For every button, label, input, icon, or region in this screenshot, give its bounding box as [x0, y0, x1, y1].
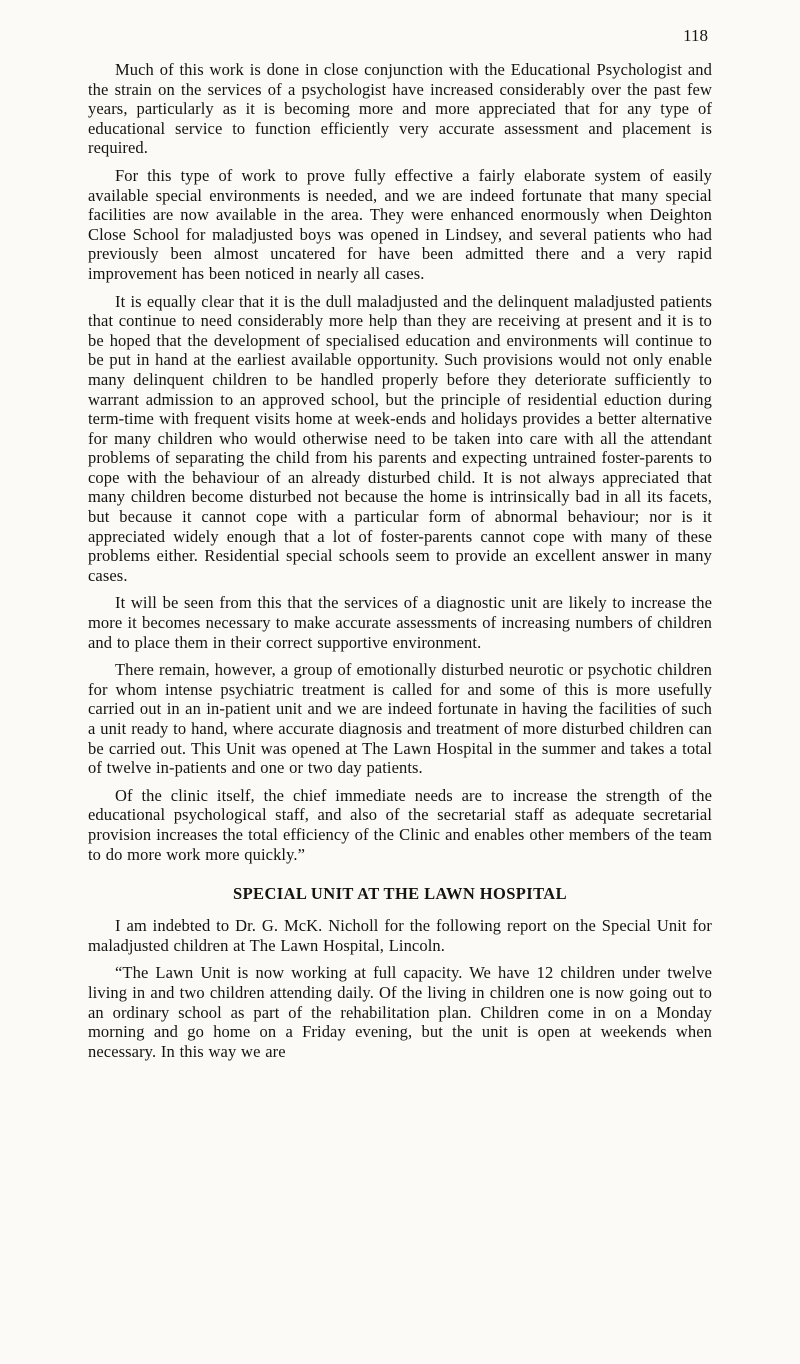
section-heading: SPECIAL UNIT AT THE LAWN HOSPITAL [233, 884, 567, 904]
paragraph: There remain, however, a group of emotionally disturbed neurotic or psychotic children for whom intense psychiatric treatment is called for and some of this is more usefully carried out in an in-patient unit and we are indeed fortunate in having the facilities of such a unit ready to hand, where accurate diagnosis and treatment of more disturbed children can be carried out. This Unit was opened at The Lawn Hospital in the summer and takes a total of twelve in-patients and one or two day patients. [88, 660, 712, 778]
paragraph: I am indebted to Dr. G. McK. Nicholl for the following report on the Special Unit for maladjusted children at The Lawn Hospital, Lincoln. [88, 916, 712, 955]
paragraph: It is equally clear that it is the dull maladjusted and the delinquent maladjusted patients that continue to need considerably more help than they are receiving at present and it is to be hoped that the development of specialised education and environments will continue to be put in hand at the earliest available opportunity. Such provisions would not only enable many delinquent children to be handled properly before they deteriorate sufficiently to warrant admission to an approved school, but the principle of residential eduction during term-time with frequent visits home at week-ends and holidays provides a better alternative for many children who would otherwise need to be taken into care with all the attendant problems of separating the child from his parents and expecting untrained foster-parents to cope with the behaviour of an already disturbed child. It is not always appreciated that many children become disturbed not because the home is intrinsically bad in all its facets, but because it cannot cope with a particular form of abnormal behaviour; nor is it appreciated widely enough that a lot of foster-parents cannot cope with many of these problems either. Residential special schools seem to provide an excellent answer in many cases. [88, 291, 712, 585]
paragraph: For this type of work to prove fully effective a fairly elaborate system of easily available special environments is needed, and we are indeed fortunate that many special facilities are now available in the area. They were enhanced enormously when Deighton Close School for maladjusted boys was opened in Lindsey, and several patients who had previously been almost uncatered for have been admitted there and a very rapid improvement has been noticed in nearly all cases. [88, 165, 712, 283]
paragraph: Of the clinic itself, the chief immediate needs are to increase the strength of the educational psychological staff, and also of the secretarial staff as adequate secretarial provision increases the total efficiency of the Clinic and enables other members of the team to do more work more quickly.” [88, 785, 712, 864]
paragraph: It will be seen from this that the services of a diagnostic unit are likely to increase the more it becomes necessary to make accurate assessments of increasing numbers of children and to place them in their correct supportive environment. [88, 593, 712, 652]
page-number: 118 [683, 26, 708, 45]
paragraph: “The Lawn Unit is now working at full capacity. We have 12 children under twelve living in and two children attending daily. Of the living in children one is now going out to an ordinary school as part of the rehabilitation plan. Children come in on a Monday morning and go home on a Friday evening, but the unit is open at weekends when necessary. In this way we are [88, 963, 712, 1061]
paragraph: Much of this work is done in close conjunction with the Educational Psychologist and the strain on the services of a psychologist have increased considerably over the past few years, particularly as it is becoming more and more appreciated that for any type of educational service to function efficiently very accurate assessment and placement is required. [88, 60, 712, 158]
